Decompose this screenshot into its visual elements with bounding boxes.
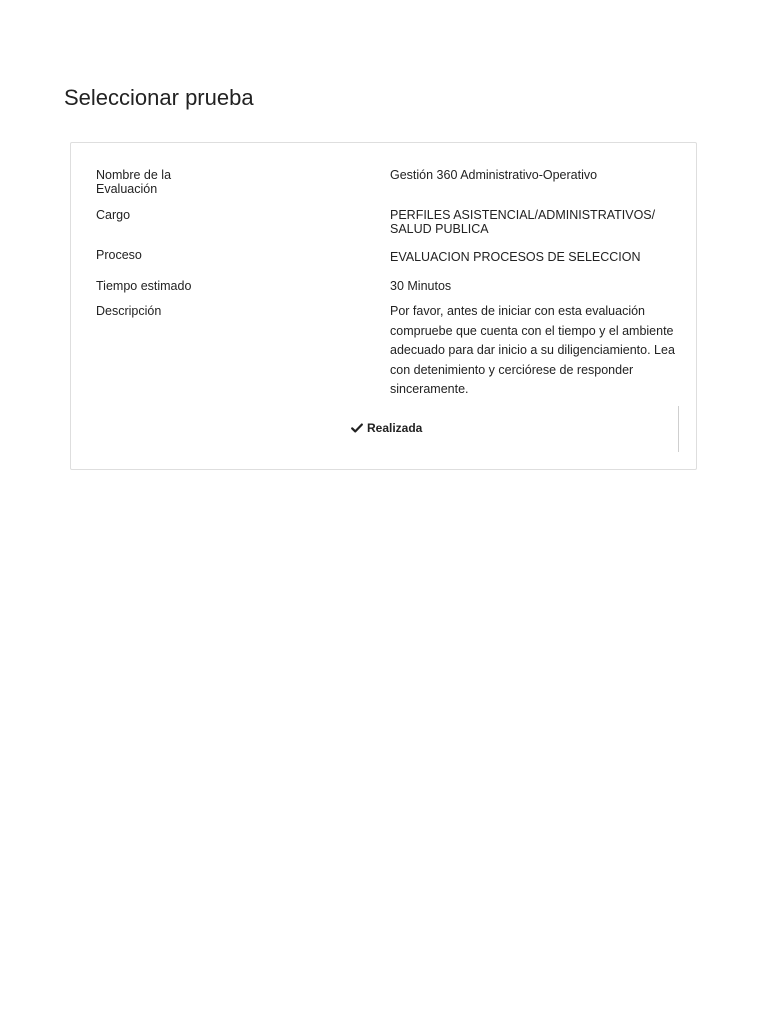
tiempo-value: 30 Minutos xyxy=(390,279,452,293)
status-label: Realizada xyxy=(367,421,423,435)
tiempo-label: Tiempo estimado xyxy=(96,279,192,293)
cargo-value: PERFILES ASISTENCIAL/ADMINISTRATIVOS/ SALUD PUBLICA xyxy=(390,208,656,236)
cargo-label: Cargo xyxy=(96,208,131,222)
evaluation-name-label: Nombre de la Evaluación xyxy=(96,168,172,196)
proceso-value: EVALUACION PROCESOS DE SELECCION xyxy=(390,250,641,264)
evaluation-card xyxy=(70,142,697,470)
descripcion-value: Por favor, antes de iniciar con esta evaluación compruebe que cuenta con el tiempo y el ambiente adecuado para dar inicio a su diligenciamiento. Lea con detenimiento y cerciórese de responder sinceramente. xyxy=(390,304,675,396)
check-icon xyxy=(351,422,363,434)
page-title: Seleccionar prueba xyxy=(64,85,254,110)
proceso-label: Proceso xyxy=(96,248,142,262)
status-badge xyxy=(351,421,422,435)
evaluation-name-value: Gestión 360 Administrativo-Operativo xyxy=(390,168,598,182)
vertical-divider xyxy=(678,406,679,452)
descripcion-label: Descripción xyxy=(96,304,162,318)
